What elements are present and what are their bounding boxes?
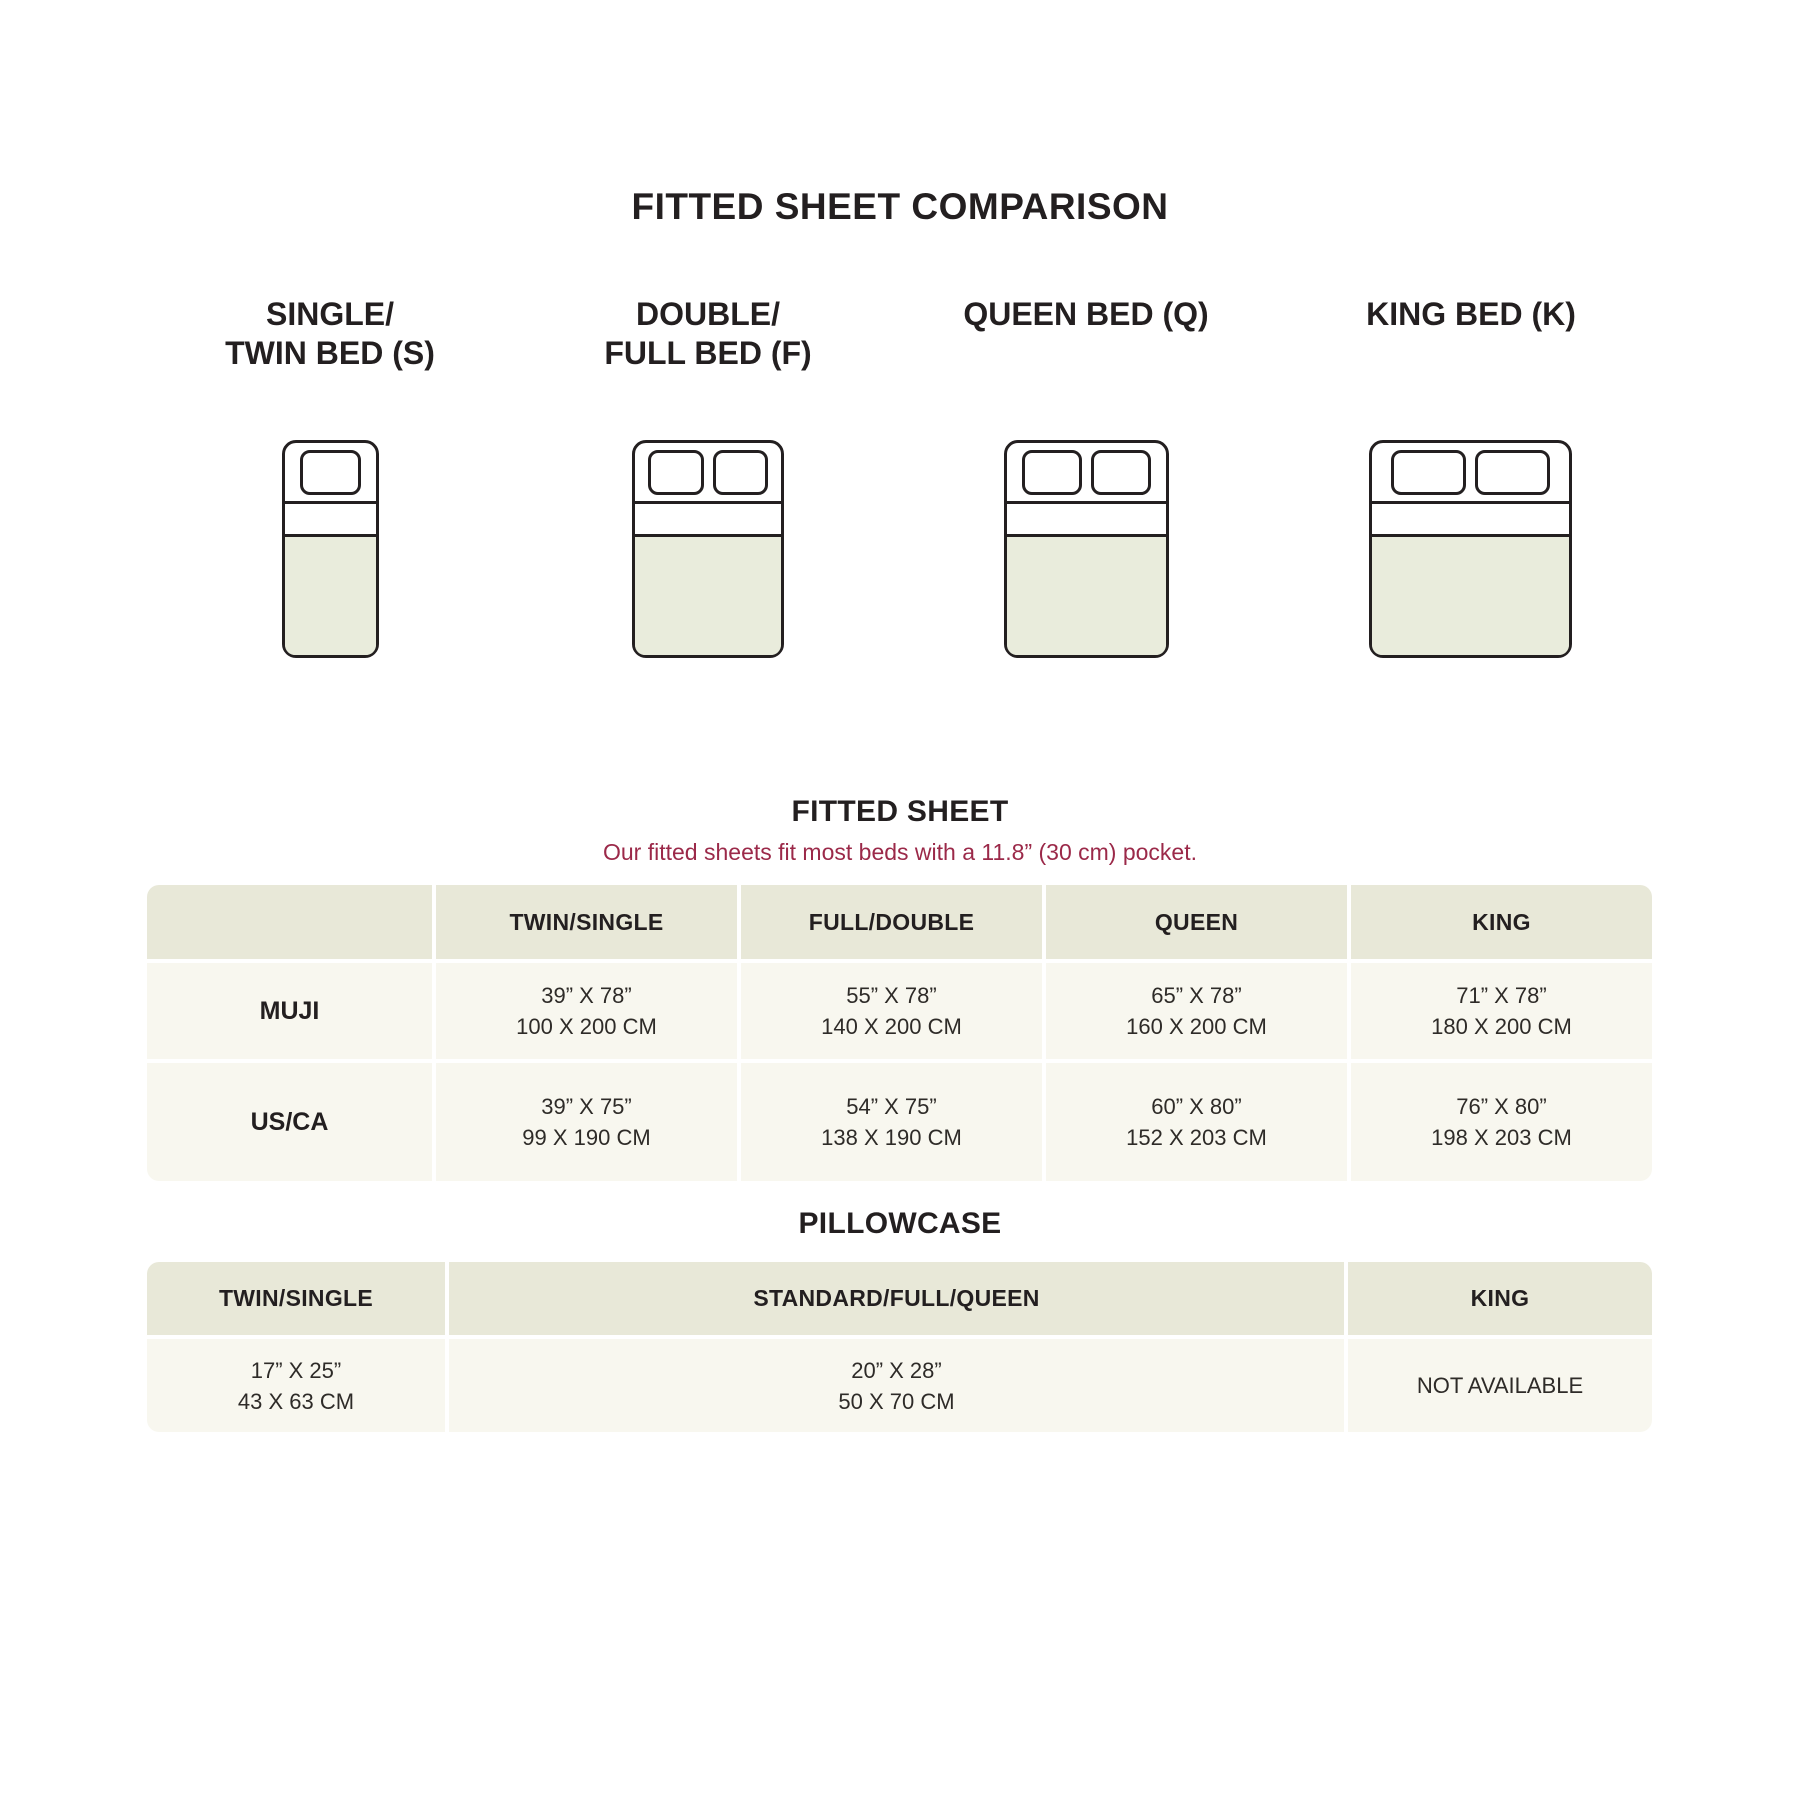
size-cell-muji-king: [1351, 963, 1652, 1059]
fitted-sheet-table: [147, 885, 1652, 1181]
size-inches: 60” X 80”: [1151, 1094, 1242, 1119]
size-inches: 76” X 80”: [1456, 1094, 1547, 1119]
size-cm: 100 X 200 CM: [516, 1014, 657, 1039]
size-cm: 138 X 190 CM: [821, 1125, 962, 1150]
size-inches: 39” X 75”: [541, 1094, 632, 1119]
bed-label-queen: [886, 295, 1286, 334]
size-cell-muji-twin-single: [436, 963, 737, 1059]
fitted-sheet-area: [1007, 537, 1166, 655]
pillow-icon: [1022, 450, 1082, 495]
row-label-muji: MUJI: [147, 963, 432, 1059]
fitted-sheet-subtitle: Our fitted sheets fit most beds with a 11.8” (30 cm) pocket.: [603, 839, 1197, 865]
bed-label-double-full: [508, 295, 908, 373]
fitted-sheet-area: [635, 537, 781, 655]
size-cm: 99 X 190 CM: [522, 1125, 651, 1150]
fitted-sheet-area: [285, 537, 376, 655]
size-cell-muji-queen: [1046, 963, 1347, 1059]
fitted-sheet-heading: FITTED SHEET: [791, 795, 1009, 828]
bed-label-line1: SINGLE/: [265, 296, 394, 332]
availability-text: NOT AVAILABLE: [1416, 1373, 1584, 1398]
size-cell-pillow-standard-full-queen: [449, 1339, 1344, 1432]
size-cm: 50 X 70 CM: [838, 1388, 955, 1414]
bed-label-single-twin: [130, 295, 530, 373]
pillow-icon: [1091, 450, 1151, 495]
mattress-band: [1007, 501, 1166, 537]
size-inches: 55” X 78”: [846, 983, 937, 1008]
column-header-queen: QUEEN: [1046, 885, 1347, 959]
pillow-icon: [1391, 450, 1466, 495]
bed-label-line2: FULL BED (F): [604, 335, 812, 371]
size-cm: 140 X 200 CM: [821, 1014, 962, 1039]
bed-label-line1: QUEEN BED (Q): [963, 296, 1209, 332]
bed-diagram-double-full: [632, 440, 784, 658]
bed-label-king: [1271, 295, 1671, 334]
column-header-king: KING: [1348, 1262, 1652, 1335]
size-cell-usca-king: [1351, 1063, 1652, 1181]
pillow-icon: [648, 450, 703, 495]
pillow-icon: [713, 450, 768, 495]
bed-diagram-queen: [1004, 440, 1169, 658]
size-cm: 43 X 63 CM: [237, 1388, 355, 1414]
pillow-zone: [1372, 443, 1569, 501]
row-label-us-ca: US/CA: [147, 1063, 432, 1181]
size-inches: 17” X 25”: [250, 1357, 342, 1383]
size-inches: 71” X 78”: [1456, 983, 1547, 1008]
pillow-zone: [1007, 443, 1166, 501]
pillow-icon: [1475, 450, 1550, 495]
size-cm: 160 X 200 CM: [1126, 1014, 1267, 1039]
size-cell-usca-full-double: [741, 1063, 1042, 1181]
bed-diagram-king: [1369, 440, 1572, 658]
size-cell-muji-full-double: [741, 963, 1042, 1059]
size-cell-usca-queen: [1046, 1063, 1347, 1181]
pillow-zone: [285, 443, 376, 501]
size-inches: 54” X 75”: [846, 1094, 937, 1119]
column-header-standard-full-queen: STANDARD/FULL/QUEEN: [449, 1262, 1344, 1335]
size-inches: 65” X 78”: [1151, 983, 1242, 1008]
column-header-twin-single: TWIN/SINGLE: [147, 1262, 445, 1335]
pillow-zone: [635, 443, 781, 501]
pillowcase-heading: PILLOWCASE: [798, 1207, 1002, 1240]
mattress-band: [635, 501, 781, 537]
column-header-king: KING: [1351, 885, 1652, 959]
column-header-full-double: FULL/DOUBLE: [741, 885, 1042, 959]
corner-cell-blank: [147, 885, 432, 959]
column-header-twin-single: TWIN/SINGLE: [436, 885, 737, 959]
bed-label-line1: KING BED (K): [1366, 296, 1576, 332]
size-cm: 152 X 203 CM: [1126, 1125, 1267, 1150]
size-cell-pillow-twin-single: [147, 1339, 445, 1432]
size-inches: 39” X 78”: [541, 983, 632, 1008]
pillow-icon: [300, 450, 360, 495]
size-inches: 20” X 28”: [851, 1357, 942, 1383]
bed-diagram-single-twin: [282, 440, 379, 658]
size-cell-usca-twin-single: [436, 1063, 737, 1181]
page-title: FITTED SHEET COMPARISON: [631, 186, 1169, 227]
fitted-sheet-area: [1372, 537, 1569, 655]
mattress-band: [1372, 501, 1569, 537]
mattress-band: [285, 501, 376, 537]
pillowcase-table: [147, 1262, 1652, 1432]
size-cm: 198 X 203 CM: [1431, 1125, 1572, 1150]
size-cm: 180 X 200 CM: [1431, 1014, 1572, 1039]
bed-label-line2: TWIN BED (S): [225, 335, 435, 371]
bed-label-line1: DOUBLE/: [636, 296, 780, 332]
size-cell-pillow-king: [1348, 1339, 1652, 1432]
